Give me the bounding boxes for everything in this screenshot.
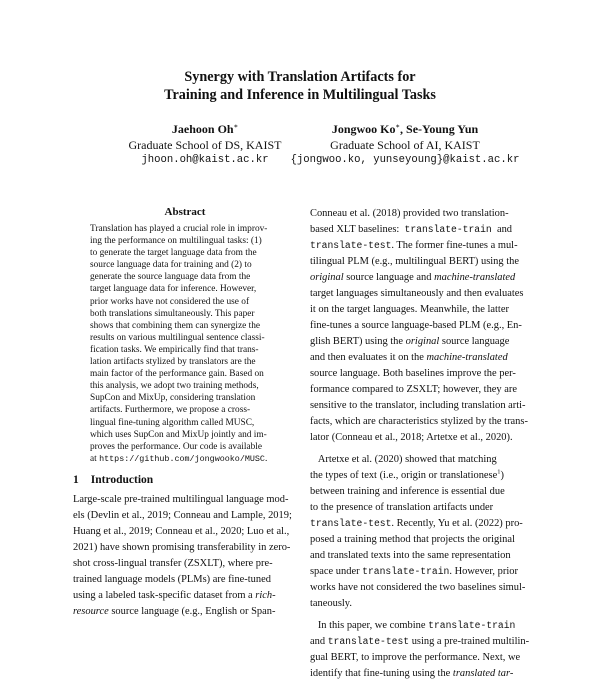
body-line: target languages simultaneously and then evaluates (310, 288, 524, 299)
abstract-line: shows that combining them can synergize the (90, 320, 261, 331)
introduction-body (73, 492, 293, 620)
paper-title (0, 69, 600, 104)
abstract-line: to generate the target language data from the (90, 248, 257, 259)
abstract-line: main factor of the performance gain. Based on (90, 369, 264, 380)
abstract-line: both translations simultaneously. This paper (90, 308, 255, 319)
abstract-line: proves the performance. Our code is available (90, 441, 263, 452)
body-line: between training and inference is essential due (310, 486, 505, 497)
body-line: to the presence of translation artifacts under (310, 502, 494, 513)
body-line: lator (Conneau et al., 2018; Artetxe et al., 2020). (310, 432, 513, 443)
section-number: 1 (73, 474, 79, 486)
intro-line: resource source language (e.g., English or Span- (73, 606, 276, 617)
intro-line: trained language models (PLMs) are fine-tuned (73, 574, 271, 585)
body-line: translate-test. Recently, Yu et al. (2022) pro- (310, 518, 523, 529)
body-line: In this paper, we combine translate-train (317, 620, 516, 631)
intro-line: Huang et al., 2019; Conneau et al., 2020; Luo et al., (73, 526, 290, 537)
body-line: formance compared to ZSXLT; however, they are (310, 384, 517, 395)
title-line-1: Synergy with Translation Artifacts for (184, 69, 416, 85)
body-line: Artetxe et al. (2020) showed that matching (317, 454, 497, 465)
body-line: based XLT baselines: translate-train and (310, 224, 513, 235)
abstract-line: SupCon and MixUp, considering translation (90, 393, 256, 404)
abstract-line: source language data for training and (2) to (90, 260, 252, 271)
abstract-body (90, 223, 284, 465)
body-line: the types of text (i.e., origin or translationese$^1$) (310, 468, 504, 481)
author-affiliation: Graduate School of AI, KAIST (330, 137, 480, 152)
body-line: source language. Both baselines improve the per- (310, 368, 516, 379)
body-line: it on the target languages. Meanwhile, the latter (310, 304, 509, 315)
author-names: Jongwoo Ko∗, Se-Young Yun (331, 122, 479, 136)
abstract-line: results on various multilingual sentence classi- (90, 332, 265, 343)
author-affiliation: Graduate School of DS, KAIST (128, 137, 282, 152)
body-line: Conneau et al. (2018) provided two translation- (310, 208, 509, 219)
abstract-line: Translation has played a crucial role in improv- (90, 224, 268, 234)
body-line: translate-test. The former fine-tunes a mul- (310, 240, 518, 251)
abstract-line: lingual fine-tuning algorithm called MUSC, (90, 417, 255, 428)
title-line-2: Training and Inference in Multilingual Tasks (164, 86, 436, 103)
body-line: and then evaluates it on the machine-translated (310, 352, 508, 363)
code-link[interactable]: https://github.com/jongwooko/MUSC (99, 453, 265, 464)
abstract-code-line: at https://github.com/jongwooko/MUSC. (90, 453, 268, 464)
body-line: space under translate-train. However, prior (310, 566, 518, 577)
body-line: posed a training method that projects the original (310, 534, 515, 545)
body-line: original source language and machine-translated (310, 272, 516, 283)
right-column-body (310, 206, 532, 682)
abstract-line: generate the source language data from the (90, 272, 251, 283)
author-email[interactable]: jhoon.oh@kaist.ac.kr (141, 154, 269, 166)
body-line: and translate-test using a pre-trained multilin- (310, 636, 530, 647)
body-line: and translated texts into the same representation (310, 550, 511, 561)
section-heading-introduction (73, 474, 165, 486)
abstract-line: which uses SupCon and MixUp jointly and im- (90, 429, 267, 440)
abstract-line: artifacts. Furthermore, we propose a cross- (90, 405, 251, 416)
abstract-line: prior works have not considered the use of (90, 296, 250, 307)
abstract-line: this analysis, we adopt two training methods, (90, 381, 259, 392)
abstract-line: target language data for inference. However, (90, 284, 257, 295)
abstract-line: ing the performance on multilingual tasks: (1) (90, 236, 262, 247)
footnote-marker[interactable]: 1 (497, 468, 501, 476)
body-line: tilingual PLM (e.g., multilingual BERT) using the (310, 256, 519, 267)
body-line: fine-tunes a source language-based PLM (e.g., En- (310, 320, 522, 331)
intro-line: els (Devlin et al., 2019; Conneau and Lample, 2019; (73, 510, 292, 521)
intro-line: using a labeled task-specific dataset from a rich- (73, 590, 276, 601)
section-title: Introduction (90, 474, 154, 486)
abstract-heading: Abstract (164, 206, 206, 218)
body-line: glish BERT) using the original source language (310, 336, 510, 347)
intro-line: shot cross-lingual transfer (ZSXLT), where pre- (73, 558, 273, 569)
abstract-line: lation artifacts stylized by translators are the (90, 357, 256, 368)
body-line: works have not considered the two baselines simul- (310, 582, 526, 593)
body-line: gual BERT, to improve the performance. Next, we (310, 652, 521, 663)
abstract-line: fication tasks. We empirically find that trans- (90, 344, 259, 355)
body-line: facts, which are characteristics stylized by the trans- (310, 416, 528, 427)
author-email[interactable]: {jongwoo.ko, yunseyoung}@kaist.ac.kr (290, 154, 520, 166)
body-line: sensitive to the translator, including translation arti- (310, 400, 526, 411)
body-line: identify that fine-tuning using the translated tar- (310, 668, 514, 679)
body-line: taneously. (310, 598, 352, 609)
author-name: Jaehoon Oh∗ (171, 122, 239, 136)
intro-line: Large-scale pre-trained multilingual language mod- (73, 494, 289, 505)
author-block-2 (280, 122, 530, 169)
intro-line: 2021) have shown promising transferability in zero- (73, 542, 291, 553)
